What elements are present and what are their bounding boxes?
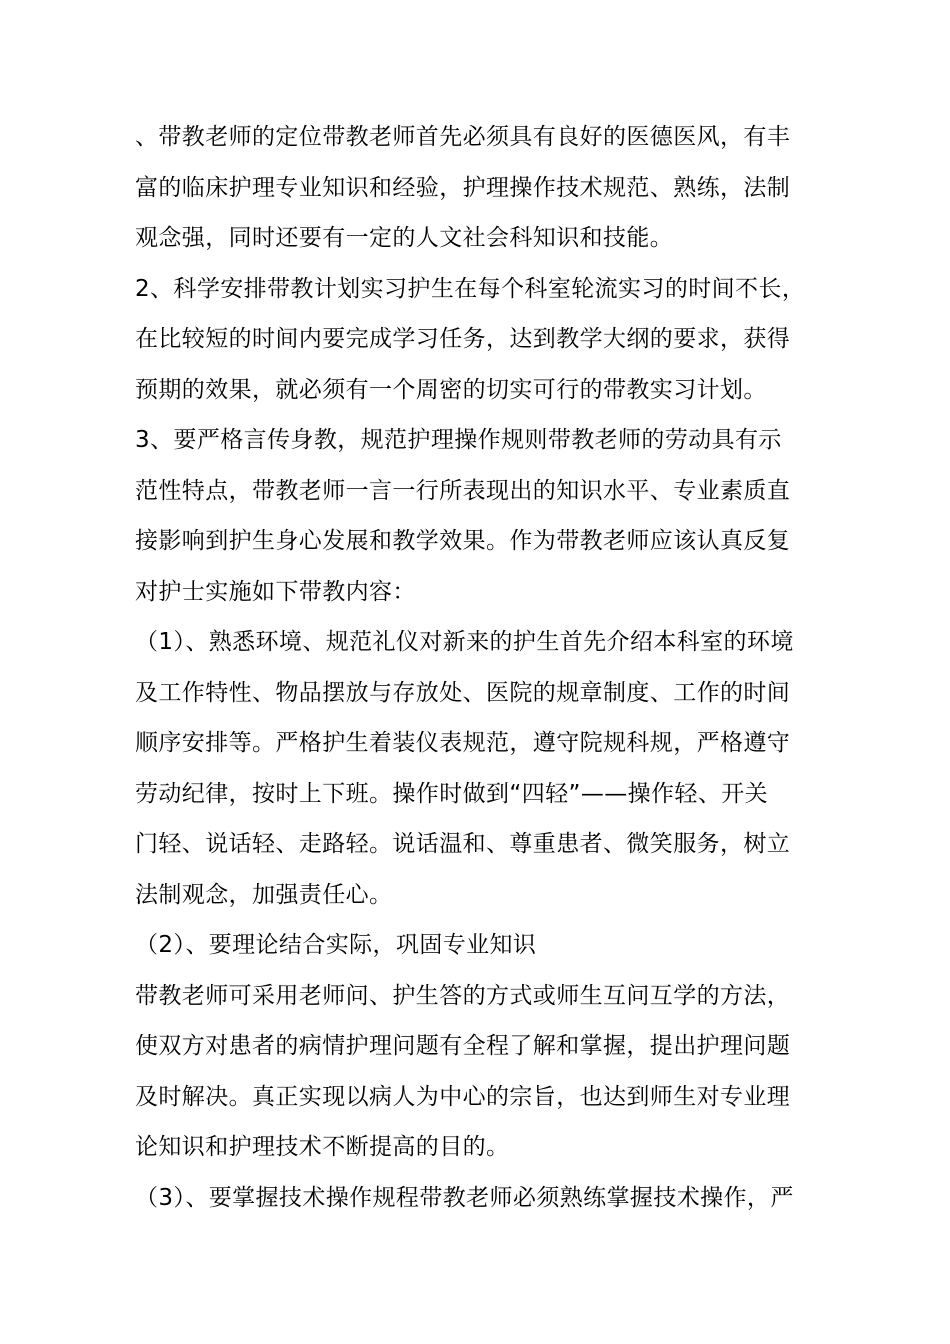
text-line: 富的临床护理专业知识和经验，护理操作技术规范、熟练，法制: [135, 174, 791, 201]
text-line: 劳动纪律，按时上下班。操作时做到“四轻”——操作轻、开关: [135, 780, 769, 807]
text-line: 门轻、说话轻、走路轻。说话温和、尊重患者、微笑服务，树立: [135, 831, 791, 857]
text-line: （2）、要理论结合实际，巩固专业知识: [135, 932, 537, 958]
text-line: 使双方对患者的病情护理问题有全程了解和掌握，提出护理问题: [135, 1033, 791, 1059]
text-line: 法制观念，加强责任心。: [135, 881, 393, 908]
text-line: 3、要严格言传身教，规范护理操作规则带教老师的劳动具有示: [135, 427, 782, 453]
text-line: 观念强，同时还要有一定的人文社会科知识和技能。: [135, 225, 674, 251]
text-line: 范性特点，带教老师一言一行所表现出的知识水平、专业素质直: [135, 477, 791, 504]
text-line: （1）、熟悉环境、规范礼仪对新来的护生首先介绍本科室的环境: [135, 629, 794, 655]
text-line: 论知识和护理技术不断提高的目的。: [135, 1134, 510, 1160]
text-line: 接影响到护生身心发展和教学效果。作为带教老师应该认真反复: [135, 528, 791, 554]
text-line: 2、科学安排带教计划实习护生在每个科室轮流实习的时间不长，: [135, 275, 806, 302]
text-line: 带教老师可采用老师问、护生答的方式或师生互问互学的方法，: [135, 982, 791, 1009]
document-body: [135, 112, 835, 1223]
text-line: 顺序安排等。严格护生着装仪表规范，遵守院规科规，严格遵守: [135, 730, 791, 756]
text-line: 及工作特性、物品摆放与存放处、医院的规章制度、工作的时间: [135, 679, 791, 706]
text-line: （3）、要掌握技术操作规程带教老师必须熟练掌握技术操作，严: [135, 1184, 794, 1211]
text-line: 、带教老师的定位带教老师首先必须具有良好的医德医风，有丰: [135, 124, 791, 150]
text-line: 在比较短的时间内要完成学习任务，达到教学大纲的要求，获得: [135, 326, 791, 352]
text-line: 对护士实施如下带教内容：: [135, 578, 416, 605]
text-line: 预期的效果，就必须有一个周密的切实可行的带教实习计划。: [135, 376, 767, 403]
text-line: 及时解决。真正实现以病人为中心的宗旨，也达到师生对专业理: [135, 1083, 791, 1110]
